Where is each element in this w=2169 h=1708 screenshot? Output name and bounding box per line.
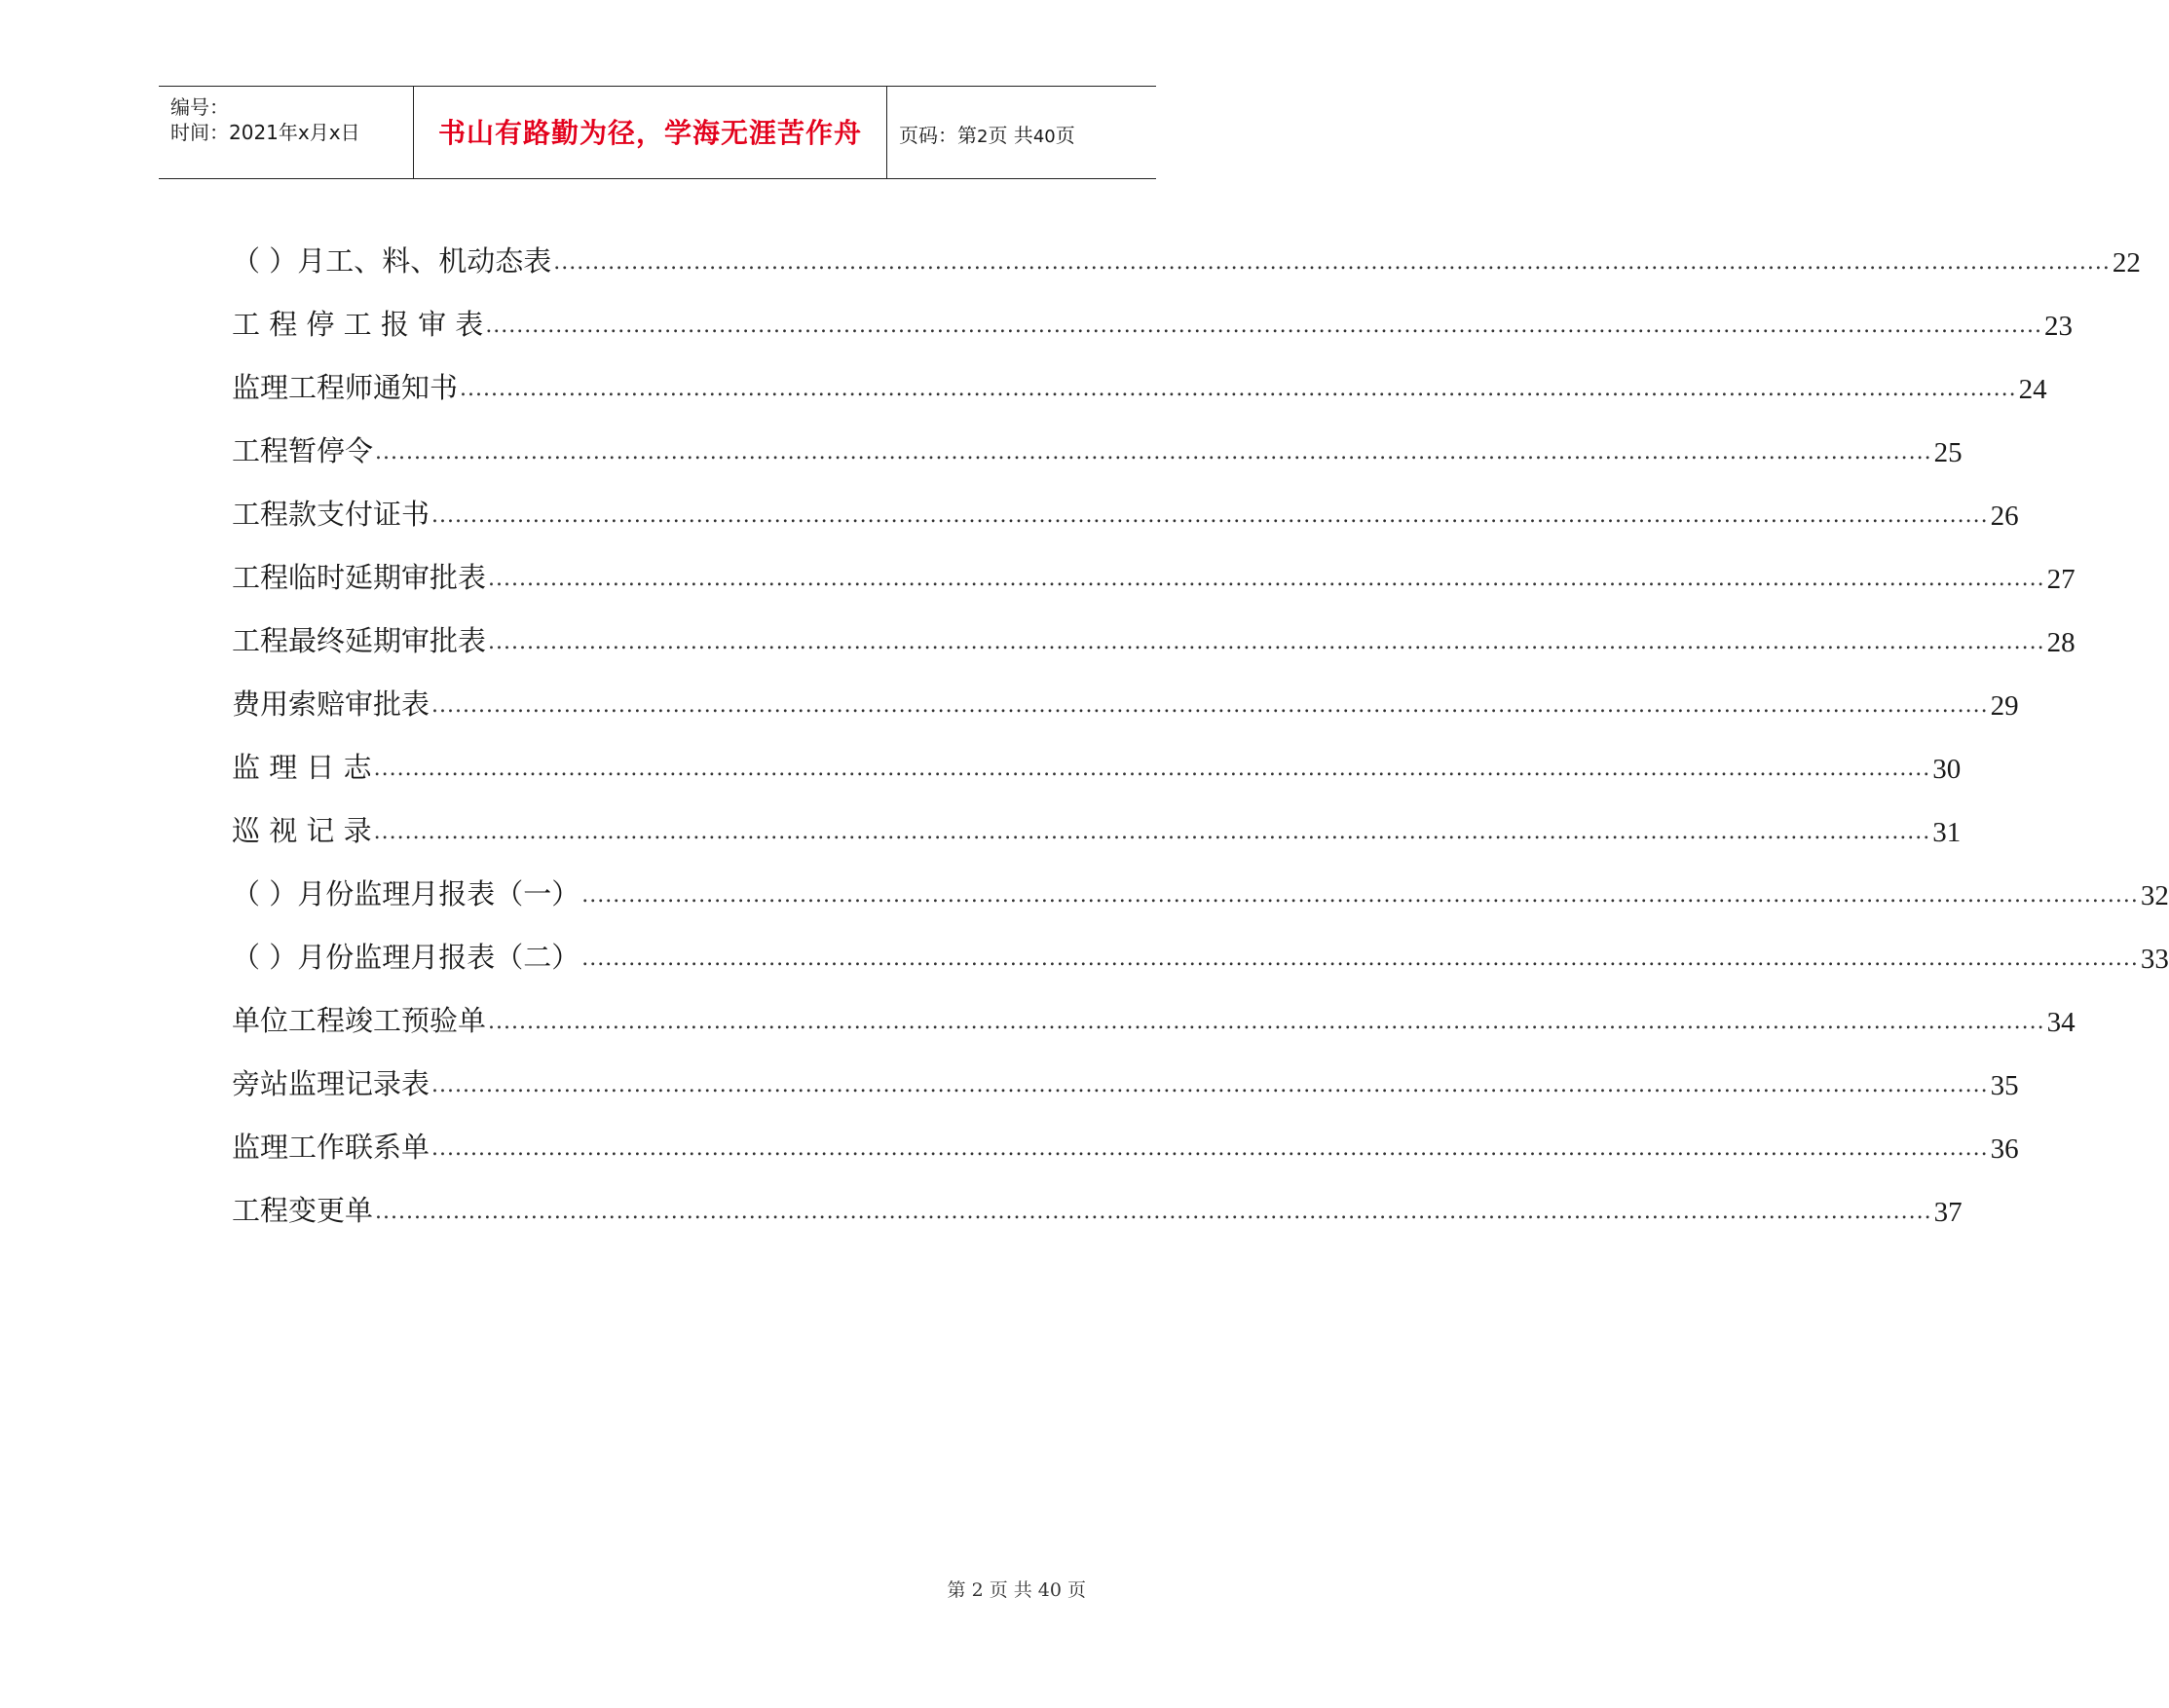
toc-leader-dots: ........................................................................................................................................................................................................: [373, 820, 1931, 844]
toc-entry-page: 27: [2046, 564, 2076, 595]
toc-leader-dots: ........................................................................................................................................................................................................: [431, 503, 1989, 528]
toc-entry-page: 31: [1932, 817, 1962, 848]
toc-entry-title: 巡 视 记 录: [232, 814, 372, 847]
toc-entry[interactable]: [232, 976, 2076, 1039]
toc-entry-page: 34: [2046, 1007, 2076, 1038]
toc-entry[interactable]: [232, 469, 2019, 533]
toc-entry[interactable]: [232, 849, 2169, 912]
toc-entry[interactable]: [232, 596, 2076, 659]
toc-entry[interactable]: [232, 1166, 1963, 1229]
toc-entry[interactable]: [232, 279, 2073, 343]
toc-entry-title: （ ）月份监理月报表（一）: [232, 877, 580, 910]
toc-entry[interactable]: [232, 1102, 2019, 1166]
motto-text: 书山有路勤为径，学海无涯苦作舟: [437, 117, 862, 149]
toc-entry-title: 监理工程师通知书: [232, 371, 459, 404]
toc-entry-title: （ ）月份监理月报表（二）: [232, 941, 580, 974]
toc-leader-dots: ........................................................................................................................................................................................................: [460, 377, 2017, 401]
toc-leader-dots: ........................................................................................................................................................................................................: [488, 567, 2045, 591]
toc-entry-title: 费用索赔审批表: [232, 687, 430, 721]
toc-leader-dots: ........................................................................................................................................................................................................: [488, 630, 2045, 654]
toc-entry-title: 工程最终延期审批表: [232, 624, 487, 657]
toc-entry[interactable]: [232, 659, 2019, 723]
toc-leader-dots: ........................................................................................................................................................................................................: [431, 693, 1989, 718]
toc-leader-dots: ........................................................................................................................................................................................................: [373, 757, 1931, 781]
toc-entry-title: 工程暂停令: [232, 434, 374, 467]
toc-entry-page: 32: [2140, 880, 2169, 911]
toc-leader-dots: ........................................................................................................................................................................................................: [581, 947, 2139, 971]
toc-entry-title: 工程临时延期审批表: [232, 561, 487, 594]
toc-entry-title: （ ）月工、料、机动态表: [232, 244, 552, 278]
toc-entry-title: 工程款支付证书: [232, 498, 430, 531]
toc-leader-dots: ........................................................................................................................................................................................................: [485, 314, 2042, 338]
time-label: 时间：2021年x月x日: [170, 121, 360, 144]
toc-entry-page: 26: [1990, 501, 2019, 532]
toc-leader-dots: ........................................................................................................................................................................................................: [375, 440, 1932, 464]
toc-leader-dots: ........................................................................................................................................................................................................: [488, 1010, 2045, 1034]
toc-entry-page: 23: [2043, 311, 2073, 342]
toc-entry-title: 单位工程竣工预验单: [232, 1004, 487, 1037]
toc-entry-page: 33: [2140, 944, 2169, 975]
toc-entry[interactable]: [232, 343, 2047, 406]
page-total: 40: [1032, 127, 1056, 147]
toc-entry-page: 24: [2018, 374, 2047, 405]
page-header: [159, 86, 1156, 179]
toc-entry[interactable]: [232, 786, 1962, 849]
serial-label: 编号：: [170, 95, 229, 119]
toc-entry-page: 35: [1990, 1070, 2019, 1101]
page-footer: 第 2 页 共 40 页: [947, 1579, 1086, 1601]
header-left-cell: [159, 87, 414, 178]
toc-entry-title: 工程变更单: [232, 1194, 374, 1227]
toc-entry-page: 25: [1933, 437, 1963, 468]
page-number: 2: [977, 127, 989, 147]
toc-entry-title: 旁站监理记录表: [232, 1067, 430, 1100]
header-motto-cell: [414, 87, 887, 178]
toc-entry-page: 37: [1933, 1197, 1963, 1228]
toc-entry[interactable]: [232, 216, 2141, 279]
toc-entry-page: 22: [2112, 247, 2141, 278]
toc-entry-page: 28: [2046, 627, 2076, 658]
toc-entry[interactable]: [232, 723, 1962, 786]
toc-entry-title: 监理工作联系单: [232, 1131, 430, 1164]
page-prefix: 页码：第: [899, 124, 977, 147]
toc-entry-page: 29: [1990, 690, 2019, 722]
toc-entry[interactable]: [232, 1039, 2019, 1102]
header-page-cell: [887, 87, 1156, 178]
toc-entry[interactable]: [232, 912, 2169, 976]
toc-entry-title: 监 理 日 志: [232, 751, 372, 784]
toc-entry[interactable]: [232, 533, 2076, 596]
toc-entry-title: 工 程 停 工 报 审 表: [232, 308, 484, 341]
toc-leader-dots: ........................................................................................................................................................................................................: [553, 250, 2111, 275]
table-of-contents: [232, 216, 2169, 1229]
toc-leader-dots: ........................................................................................................................................................................................................: [375, 1200, 1932, 1224]
page-mid: 页 共: [988, 124, 1033, 147]
page-suffix: 页: [1055, 124, 1075, 147]
toc-leader-dots: ........................................................................................................................................................................................................: [431, 1073, 1989, 1097]
toc-entry[interactable]: [232, 406, 1963, 469]
toc-leader-dots: ........................................................................................................................................................................................................: [431, 1136, 1989, 1161]
toc-leader-dots: ........................................................................................................................................................................................................: [581, 883, 2139, 908]
toc-entry-page: 36: [1990, 1133, 2019, 1165]
page-code: [899, 120, 1075, 148]
toc-entry-page: 30: [1932, 754, 1962, 785]
